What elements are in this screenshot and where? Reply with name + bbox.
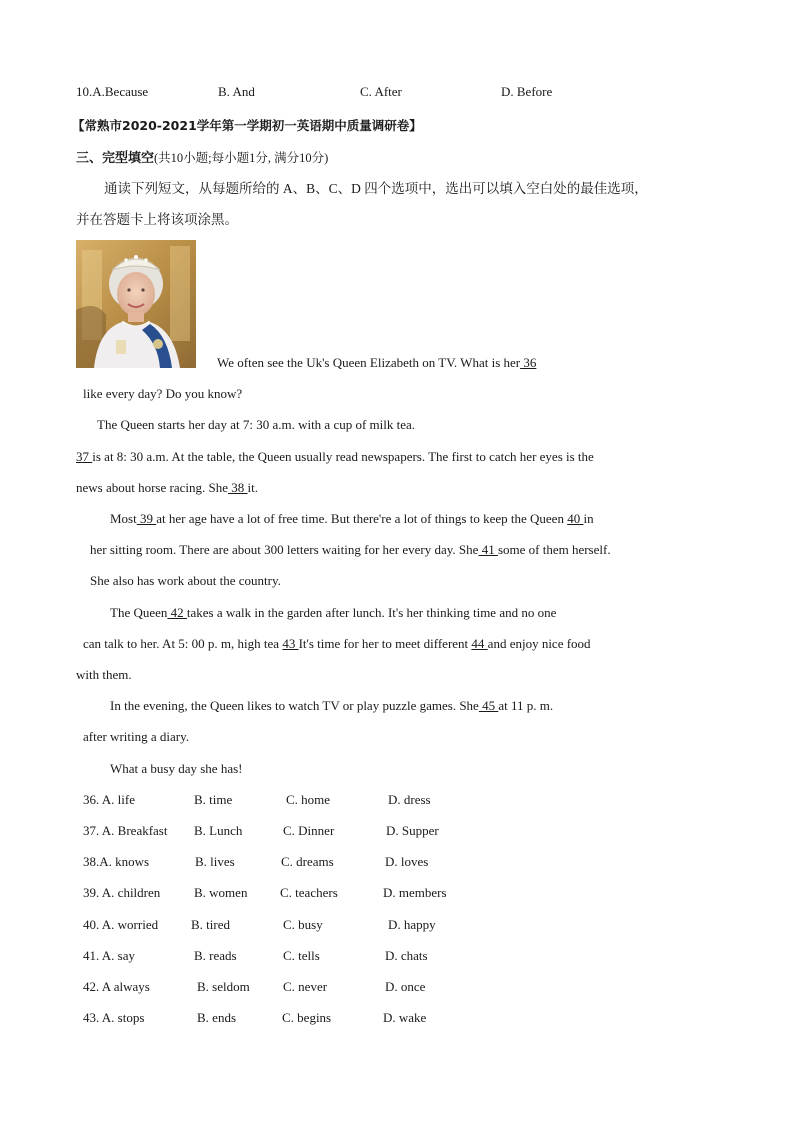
option-b: B. time bbox=[194, 792, 233, 807]
passage-text: some of them herself. bbox=[497, 542, 611, 557]
passage-text: can talk to her. At 5: 00 p. m, high tea bbox=[83, 636, 280, 651]
option-d: D. happy bbox=[388, 917, 436, 932]
option-a: 36. A. life bbox=[83, 792, 135, 807]
prev-option-d: D. Before bbox=[501, 84, 553, 99]
blank-41: 41 bbox=[478, 542, 498, 557]
option-a: 40. A. worried bbox=[83, 917, 159, 932]
passage-line-3: The Queen starts her day at 7: 30 a.m. with a cup of milk tea. bbox=[97, 417, 416, 432]
passage-text: her sitting room. There are about 300 letters waiting for her every day. She bbox=[90, 542, 479, 557]
blank-45: 45 bbox=[478, 698, 499, 713]
prev-option-c: C. After bbox=[360, 84, 402, 99]
option-b: B. Lunch bbox=[194, 823, 243, 838]
blank-38: 38 bbox=[228, 480, 248, 495]
passage-line-8: She also has work about the country. bbox=[90, 573, 281, 588]
passage-line-14: What a busy day she has! bbox=[110, 761, 243, 776]
passage-text: Most bbox=[110, 511, 137, 526]
passage-line-11: with them. bbox=[76, 667, 132, 682]
section-note: (共10小题;每小题1分, 满分10分) bbox=[154, 151, 329, 165]
blank-36: 36 bbox=[520, 355, 537, 370]
passage-text: at her age have a lot of free time. But there're a lot of things to keep the Queen bbox=[156, 511, 564, 526]
option-c: C. tells bbox=[283, 948, 320, 963]
passage-text: In the evening, the Queen likes to watch TV or play puzzle games. She bbox=[110, 698, 479, 713]
option-c: C. begins bbox=[282, 1010, 332, 1025]
option-b: B. lives bbox=[195, 854, 235, 869]
option-a: 38.A. knows bbox=[83, 854, 150, 869]
section-title: 三、完型填空 bbox=[76, 151, 155, 166]
passage-text: is at 8: 30 a.m. At the table, the Queen usually read newspapers. The first to catch her eyes is the bbox=[92, 449, 594, 464]
passage-line-9 bbox=[110, 605, 556, 621]
option-b: B. ends bbox=[197, 1010, 236, 1025]
passage-line-6 bbox=[110, 511, 594, 527]
passage-line-2: like every day? Do you know? bbox=[83, 386, 243, 401]
option-d: D. chats bbox=[385, 948, 428, 963]
passage-line-1 bbox=[217, 355, 536, 371]
source-title: 【常熟市2020-2021学年第一学期初一英语期中质量调研卷】 bbox=[72, 118, 422, 133]
option-b: B. women bbox=[194, 885, 248, 900]
passage-text: it. bbox=[247, 480, 258, 495]
option-b: B. seldom bbox=[197, 979, 250, 994]
prev-option-b: B. And bbox=[218, 84, 255, 99]
prev-option-a: 10.A.Because bbox=[76, 84, 149, 99]
passage-text: The Queen bbox=[110, 605, 168, 620]
blank-42: 42 bbox=[167, 605, 187, 620]
passage-line-7 bbox=[90, 542, 611, 558]
instructions-line-2: 并在答题卡上将该项涂黑。 bbox=[76, 212, 238, 227]
option-d: D. loves bbox=[385, 854, 429, 869]
passage-line-5 bbox=[76, 480, 258, 496]
section-heading bbox=[76, 147, 328, 166]
option-a: 42. A always bbox=[83, 979, 150, 994]
option-d: D. Supper bbox=[386, 823, 439, 838]
option-d: D. wake bbox=[383, 1010, 427, 1025]
option-c: C. Dinner bbox=[283, 823, 335, 838]
option-a: 37. A. Breakfast bbox=[83, 823, 168, 838]
option-b: B. tired bbox=[191, 917, 230, 932]
option-a: 39. A. children bbox=[83, 885, 161, 900]
option-c: C. busy bbox=[283, 917, 323, 932]
blank-37: 37 bbox=[76, 449, 93, 464]
queen-photo bbox=[76, 240, 196, 368]
blank-39: 39 bbox=[136, 511, 157, 526]
passage-line-13: after writing a diary. bbox=[83, 729, 189, 744]
option-b: B. reads bbox=[194, 948, 237, 963]
passage-text: We often see the Uk's Queen Elizabeth on TV. What is her bbox=[217, 355, 521, 370]
option-a: 41. A. say bbox=[83, 948, 135, 963]
passage-line-10 bbox=[83, 636, 591, 652]
option-d: D. dress bbox=[388, 792, 431, 807]
option-c: C. home bbox=[286, 792, 331, 807]
option-c: C. teachers bbox=[280, 885, 338, 900]
passage-line-12 bbox=[110, 698, 553, 714]
option-a: 43. A. stops bbox=[83, 1010, 145, 1025]
passage-text: news about horse racing. She bbox=[76, 480, 228, 495]
passage-text: and enjoy nice food bbox=[487, 636, 591, 651]
passage-text: in bbox=[583, 511, 594, 526]
passage-text: takes a walk in the garden after lunch. It's her thinking time and no one bbox=[186, 605, 557, 620]
instructions-line-1: 通读下列短文，从每题所给的 A、B、C、D 四个选项中，选出可以填入空白处的最佳选项， bbox=[104, 181, 648, 196]
passage-text: at 11 p. m. bbox=[498, 698, 554, 713]
option-d: D. members bbox=[383, 885, 447, 900]
option-d: D. once bbox=[385, 979, 426, 994]
option-c: C. dreams bbox=[281, 854, 334, 869]
blank-43: 43 bbox=[282, 636, 299, 651]
option-c: C. never bbox=[283, 979, 328, 994]
passage-line-4 bbox=[76, 449, 675, 465]
passage-text: It's time for her to meet different bbox=[298, 636, 469, 651]
blank-40: 40 bbox=[567, 511, 584, 526]
blank-44: 44 bbox=[471, 636, 488, 651]
